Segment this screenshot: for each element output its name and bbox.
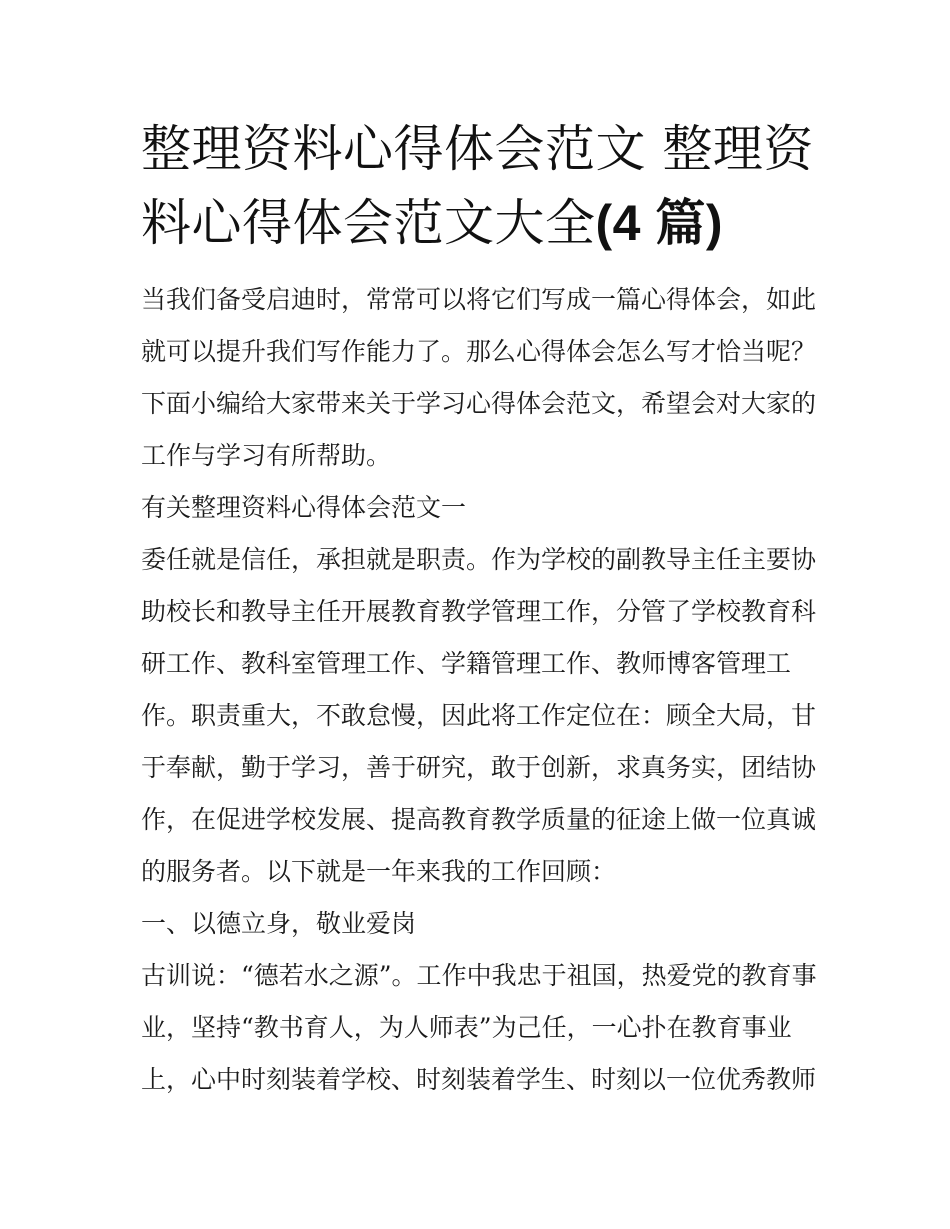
body-line: 助校长和教导主任开展教育教学管理工作，分管了学校教育科 bbox=[141, 597, 817, 626]
body-line: 业，坚持“教书育人，为人师表”为己任，一心扑在教育事业 bbox=[141, 1013, 792, 1042]
title-line bbox=[141, 186, 813, 260]
document-title bbox=[141, 112, 813, 260]
body-line: 就可以提升我们写作能力了。那么心得体会怎么写才恰当呢？ bbox=[141, 337, 817, 366]
section-heading: 一、以德立身，敬业爱岗 bbox=[141, 909, 417, 938]
body-line: 上，心中时刻装着学校、时刻装着学生、时刻以一位优秀教师 bbox=[141, 1065, 817, 1094]
section-heading: 有关整理资料心得体会范文一 bbox=[141, 493, 467, 522]
body-line: 当我们备受启迪时，常常可以将它们写成一篇心得体会，如此 bbox=[141, 285, 817, 314]
document-content bbox=[141, 112, 817, 1106]
body-line: 委任就是信任，承担就是职责。作为学校的副教导主任主要协 bbox=[141, 545, 817, 574]
body-line: 作，在促进学校发展、提高教育教学质量的征途上做一位真诚 bbox=[141, 805, 817, 834]
body-line: 作。职责重大，不敢怠慢，因此将工作定位在：顾全大局，甘 bbox=[141, 701, 817, 730]
body-line: 于奉献，勤于学习，善于研究，敢于创新，求真务实，团结协 bbox=[141, 753, 817, 782]
body-line: 下面小编给大家带来关于学习心得体会范文，希望会对大家的 bbox=[141, 389, 817, 418]
document-body bbox=[141, 274, 817, 1106]
body-line: 古训说：“德若水之源”。工作中我忠于祖国，热爱党的教育事 bbox=[141, 961, 817, 990]
body-line: 研工作、教科室管理工作、学籍管理工作、教师博客管理工 bbox=[141, 649, 792, 678]
title-suffix: (4 篇) bbox=[595, 195, 723, 251]
body-line: 的服务者。以下就是一年来我的工作回顾： bbox=[141, 857, 617, 886]
body-line: 工作与学习有所帮助。 bbox=[141, 441, 392, 470]
title-line-text: 料心得体会范文大全 bbox=[141, 194, 596, 252]
title-line: 整理资料心得体会范文 整理资 bbox=[141, 120, 814, 178]
